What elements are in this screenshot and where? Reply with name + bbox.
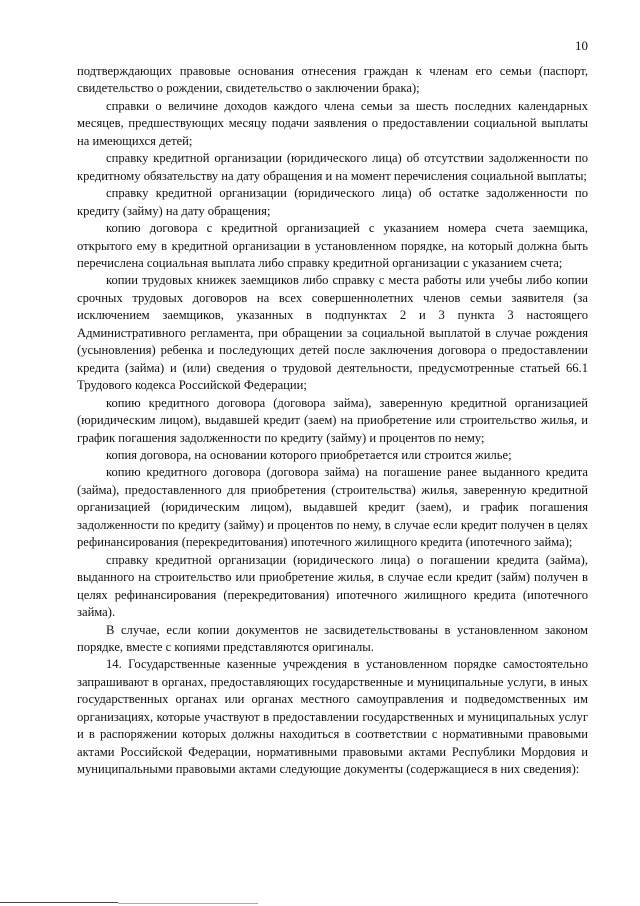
scan-artifact-line [0,896,640,906]
paragraph-clause-14: 14. Государственные казенные учреждения в установленном порядке самостоятельно запрашивают в органах, предоставляющих государственные и муниципальные услуги, в иных государственных органах или органах местного самоуправления и подведомственных им организациях, которые участвуют в предоставлении государственных и муниципальных услуг и в распоряжении которых должны находиться в соответствии с нормативными правовыми актами Российской Федерации, нормативными правовыми актами Республики Мордовия и муниципальными правовыми актами следующие документы (содержащиеся в них сведения): [77,657,588,777]
document-body [77,63,588,779]
paragraph-originals-note: В случае, если копии документов не засвидетельствованы в установленном законом порядке, вместе с копиями представляются оригиналы. [77,622,588,654]
paragraph-no-debt-certificate: справку кредитной организации (юридического лица) об отсутствии задолженности по кредитному обязательству на дату обращения и на момент перечисления социальной выплаты; [77,151,588,183]
scan-line-light [118,903,258,904]
paragraph-employment-records: копии трудовых книжек заемщиков либо справку с места работы или учебы либо копии срочных трудовых договоров на всех совершеннолетних членов семьи заявителя (за исключением заемщиков, указанных в подпунктах 2 и 3 пункта 3 настоящего Административного регламента, при обращении за социальной выплатой в случае рождения (усыновления) ребенка и последующих детей после заключения договора о предоставлении кредита (займа) и (или) сведения о трудовой деятельности, предусмотренные статьей 66.1 Трудового кодекса Российской Федерации; [77,273,588,393]
paragraph-income-certificates: справки о величине доходов каждого члена семьи за шесть последних календарных месяцев, предшествующих месяцу подачи заявления о предоставлении социальной выплаты на имеющихся детей; [77,98,588,148]
paragraph-bank-contract-copy: копию договора с кредитной организацией с указанием номера счета заемщика, открытого ему в кредитной организации в установленном порядке, на который должна быть перечислена социальная выплата либо справку кредитной организации с указанием счета; [77,221,588,270]
paragraph-continuation: подтверждающих правовые основания отнесения граждан к членам его семьи (паспорт, свидетельство о рождении, свидетельство о заключении брака); [77,64,588,96]
scan-line-dark [0,902,118,903]
paragraph-debt-balance-certificate: справку кредитной организации (юридического лица) об остатке задолженности по кредиту (займу) на дату обращения; [77,186,588,218]
paragraph-repayment-certificate: справку кредитной организации (юридического лица) о погашении кредита (займа), выданного на строительство или приобретение жилья, в случае если кредит (займ) получен в целях рефинансирования (перекредитования) ипотечного жилищного кредита (ипотечного займа). [77,552,588,620]
paragraph-housing-contract-copy: копия договора, на основании которого приобретается или строится жилье; [106,447,512,462]
page-number: 10 [575,38,588,53]
paragraph-refinancing-agreement: копию кредитного договора (договора займа) на погашение ранее выданного кредита (займа), предоставленного для приобретения (строительства) жилья, заверенную кредитной организацией (юридическим лицом), выдавшей кредит (заем), и график погашения задолженности по кредиту (займу) и процентов по нему, в случае если кредит получен в целях рефинансирования (перекредитования) ипотечного жилищного кредита (ипотечного займа); [77,465,588,550]
paragraph-credit-agreement-copy: копию кредитного договора (договора займа), заверенную кредитной организацией (юридическим лицом), выдавшей кредит (заем) на приобретение или строительство жилья, и график погашения задолженности по кредиту (займу) и процентов по нему; [77,395,588,445]
